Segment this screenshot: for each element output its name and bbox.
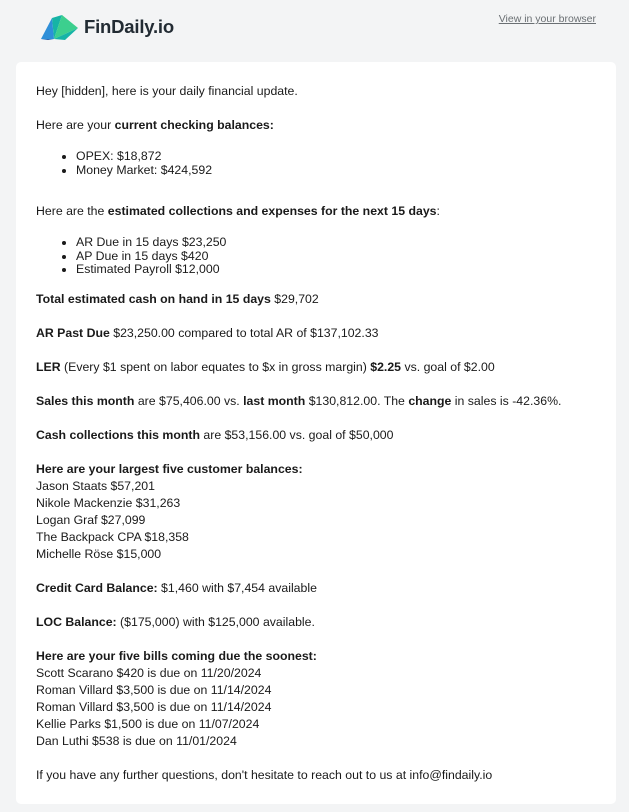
estimates-list — [36, 236, 601, 277]
sales-label: Sales this month — [36, 393, 135, 408]
ler-text: (Every $1 spent on labor equates to $x in gross margin) — [60, 359, 371, 374]
bills-heading: Here are your five bills coming due the soonest: — [36, 648, 317, 663]
checking-intro-text: Here are your — [36, 118, 115, 132]
credit-card-text: $1,460 with $7,454 available — [157, 580, 317, 595]
ler-value: $2.25 — [370, 359, 402, 374]
sales-line — [36, 393, 601, 410]
bill-item: Dan Luthi $538 is due on 11/01/2024 — [36, 733, 237, 748]
collections-label: Cash collections this month — [36, 427, 200, 442]
customer-item: Jason Staats $57,201 — [36, 478, 155, 493]
sales-last-month: last month — [243, 393, 306, 408]
greeting: Hey [hidden], here is your daily financial update. — [36, 84, 298, 98]
total-cash-label: Total estimated cash on hand in 15 days — [36, 291, 271, 306]
customer-item: The Backpack CPA $18,358 — [36, 529, 189, 544]
ar-past-due-text: $23,250.00 compared to total AR of $137,102.33 — [109, 325, 379, 340]
loc-label: LOC Balance: — [36, 614, 117, 629]
collections-line — [36, 427, 601, 444]
customer-item: Logan Graf $27,099 — [36, 512, 146, 527]
brand-name: FinDaily.io — [84, 16, 174, 37]
customer-item: Nikole Mackenzie $31,263 — [36, 495, 181, 510]
customers-section — [36, 461, 601, 563]
credit-card-label: Credit Card Balance: — [36, 580, 158, 595]
total-cash-value: $29,702 — [270, 291, 319, 306]
email-card — [16, 62, 616, 804]
customer-item: Michelle Röse $15,000 — [36, 546, 162, 561]
bill-item: Roman Villard $3,500 is due on 11/14/2024 — [36, 682, 272, 697]
ler-goal: vs. goal of $2.00 — [401, 359, 495, 374]
ar-past-due-label: AR Past Due — [36, 325, 110, 340]
sales-text-3: in sales is -42.36%. — [451, 393, 562, 408]
collections-text: are $53,156.00 vs. goal of $50,000 — [199, 427, 394, 442]
view-in-browser-link[interactable]: View in your browser — [498, 13, 596, 25]
list-item: • OPEX: $18,872 — [76, 150, 601, 164]
estimates-intro-bold: estimated collections and expenses for the next 15 days — [107, 204, 437, 218]
sales-text-2: $130,812.00. The — [305, 393, 409, 408]
bill-item: Scott Scarano $420 is due on 11/20/2024 — [36, 665, 262, 680]
findaily-logo-icon — [41, 14, 79, 40]
checking-intro-bold: current checking balances: — [114, 118, 274, 132]
total-cash-line — [36, 291, 601, 308]
estimates-intro-suffix: : — [436, 204, 440, 218]
ler-line — [36, 359, 601, 376]
sales-change: change — [408, 393, 452, 408]
customers-heading: Here are your largest five customer balances: — [36, 461, 303, 476]
list-item: • AP Due in 15 days $420 — [76, 250, 601, 264]
brand-logo[interactable] — [41, 14, 174, 40]
closing-line: If you have any further questions, don't hesitate to reach out to us at info@findaily.io — [36, 767, 493, 782]
bill-item: Kellie Parks $1,500 is due on 11/07/2024 — [36, 716, 260, 731]
loc-text: ($175,000) with $125,000 available. — [116, 614, 315, 629]
bill-item: Roman Villard $3,500 is due on 11/14/2024 — [36, 699, 272, 714]
bills-section — [36, 648, 601, 750]
ler-label: LER — [36, 359, 61, 374]
estimates-intro — [36, 203, 601, 220]
list-item: • Estimated Payroll $12,000 — [76, 263, 601, 277]
sales-text-1: are $75,406.00 vs. — [134, 393, 244, 408]
email-content — [36, 83, 601, 784]
checking-intro — [36, 117, 601, 134]
loc-line — [36, 614, 601, 631]
credit-card-line — [36, 580, 601, 597]
estimates-intro-text: Here are the — [36, 204, 108, 218]
ar-past-due-line — [36, 325, 601, 342]
email-header — [0, 0, 629, 62]
list-item: • Money Market: $424,592 — [76, 164, 601, 178]
checking-balances-list — [36, 150, 601, 177]
list-item: • AR Due in 15 days $23,250 — [76, 236, 601, 250]
